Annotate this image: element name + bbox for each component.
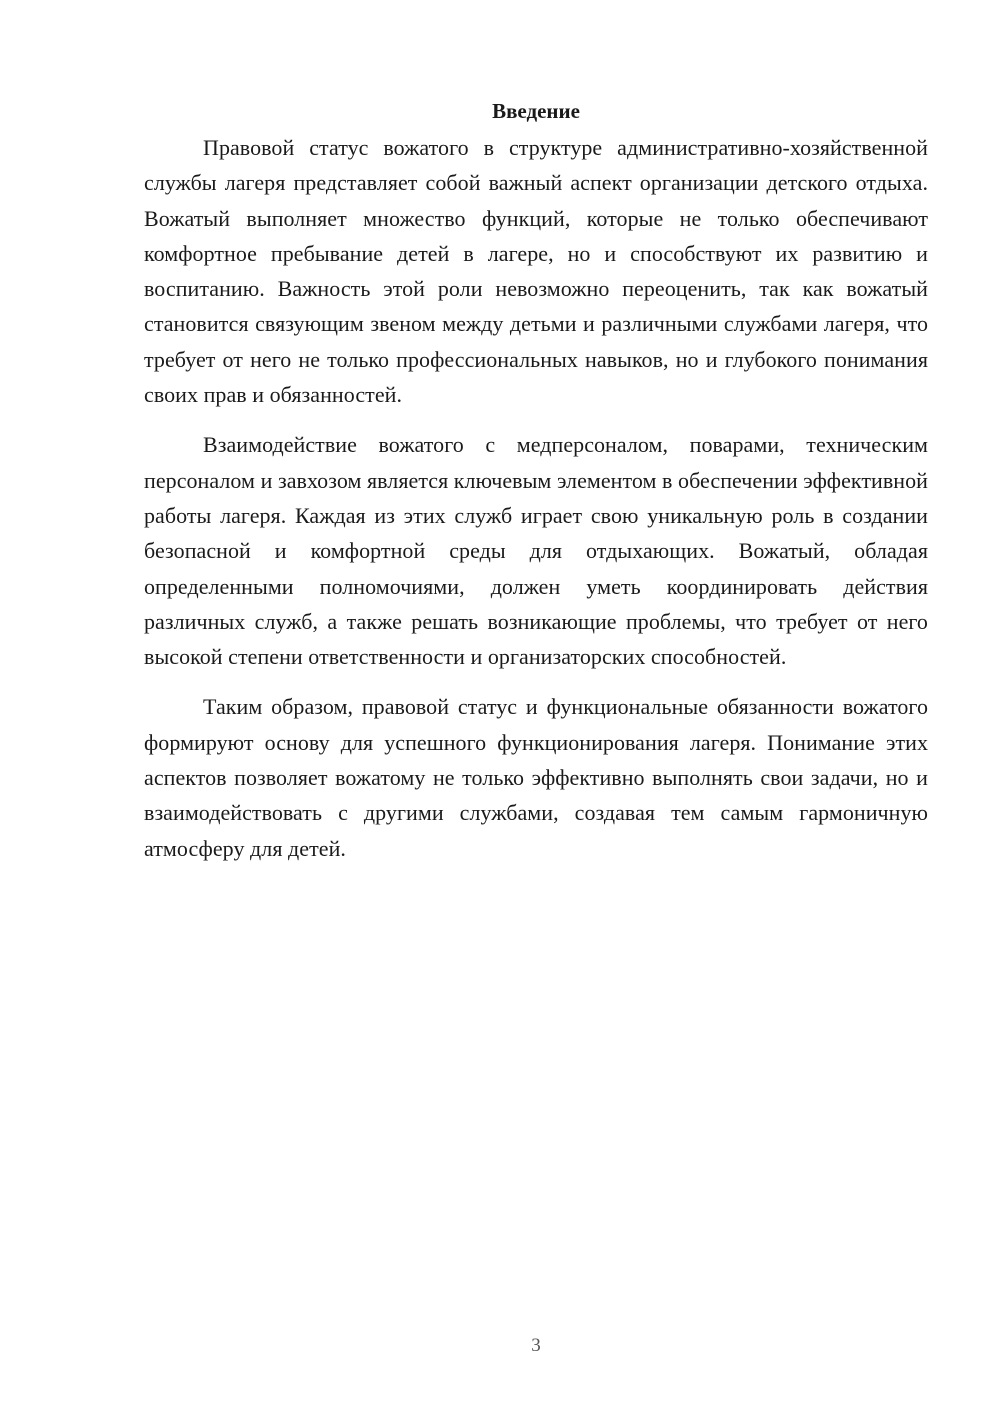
section-heading: Введение [492,99,580,123]
page-number: 3 [531,1335,541,1356]
paragraph-2: Взаимодействие вожатого с медперсоналом, поварами, техническим персоналом и завхозом является ключевым элементом в обеспечении эффективной работы лагеря. Каждая из этих служб играет свою уникальную роль в создании безопасной и комфортной среды для отдыхающих. Вожатый, обладая определенными полномочиями, должен уметь координировать действия различных служб, а также решать возникающие проблемы, что требует от него высокой степени ответственности и организаторских способностей. [144,432,928,670]
paragraph-1: Правовой статус вожатого в структуре административно-хозяйственной службы лагеря представляет собой важный аспект организации детского отдыха. Вожатый выполняет множество функций, которые не только обеспечивают комфортное пребывание детей в лагере, но и способствуют их развитию и воспитанию. Важность этой роли невозможно переоценить, так как вожатый становится связующим звеном между детьми и различными службами лагеря, что требует от него не только профессиональных навыков, но и глубокого понимания своих прав и обязанностей. [144,135,928,408]
paragraph-3: Таким образом, правовой статус и функциональные обязанности вожатого формируют основу для успешного функционирования лагеря. Понимание этих аспектов позволяет вожатому не только эффективно выполнять свои задачи, но и взаимодействовать с другими службами, создавая тем самым гармоничную атмосферу для детей. [144,694,928,861]
document-body [144,96,928,881]
